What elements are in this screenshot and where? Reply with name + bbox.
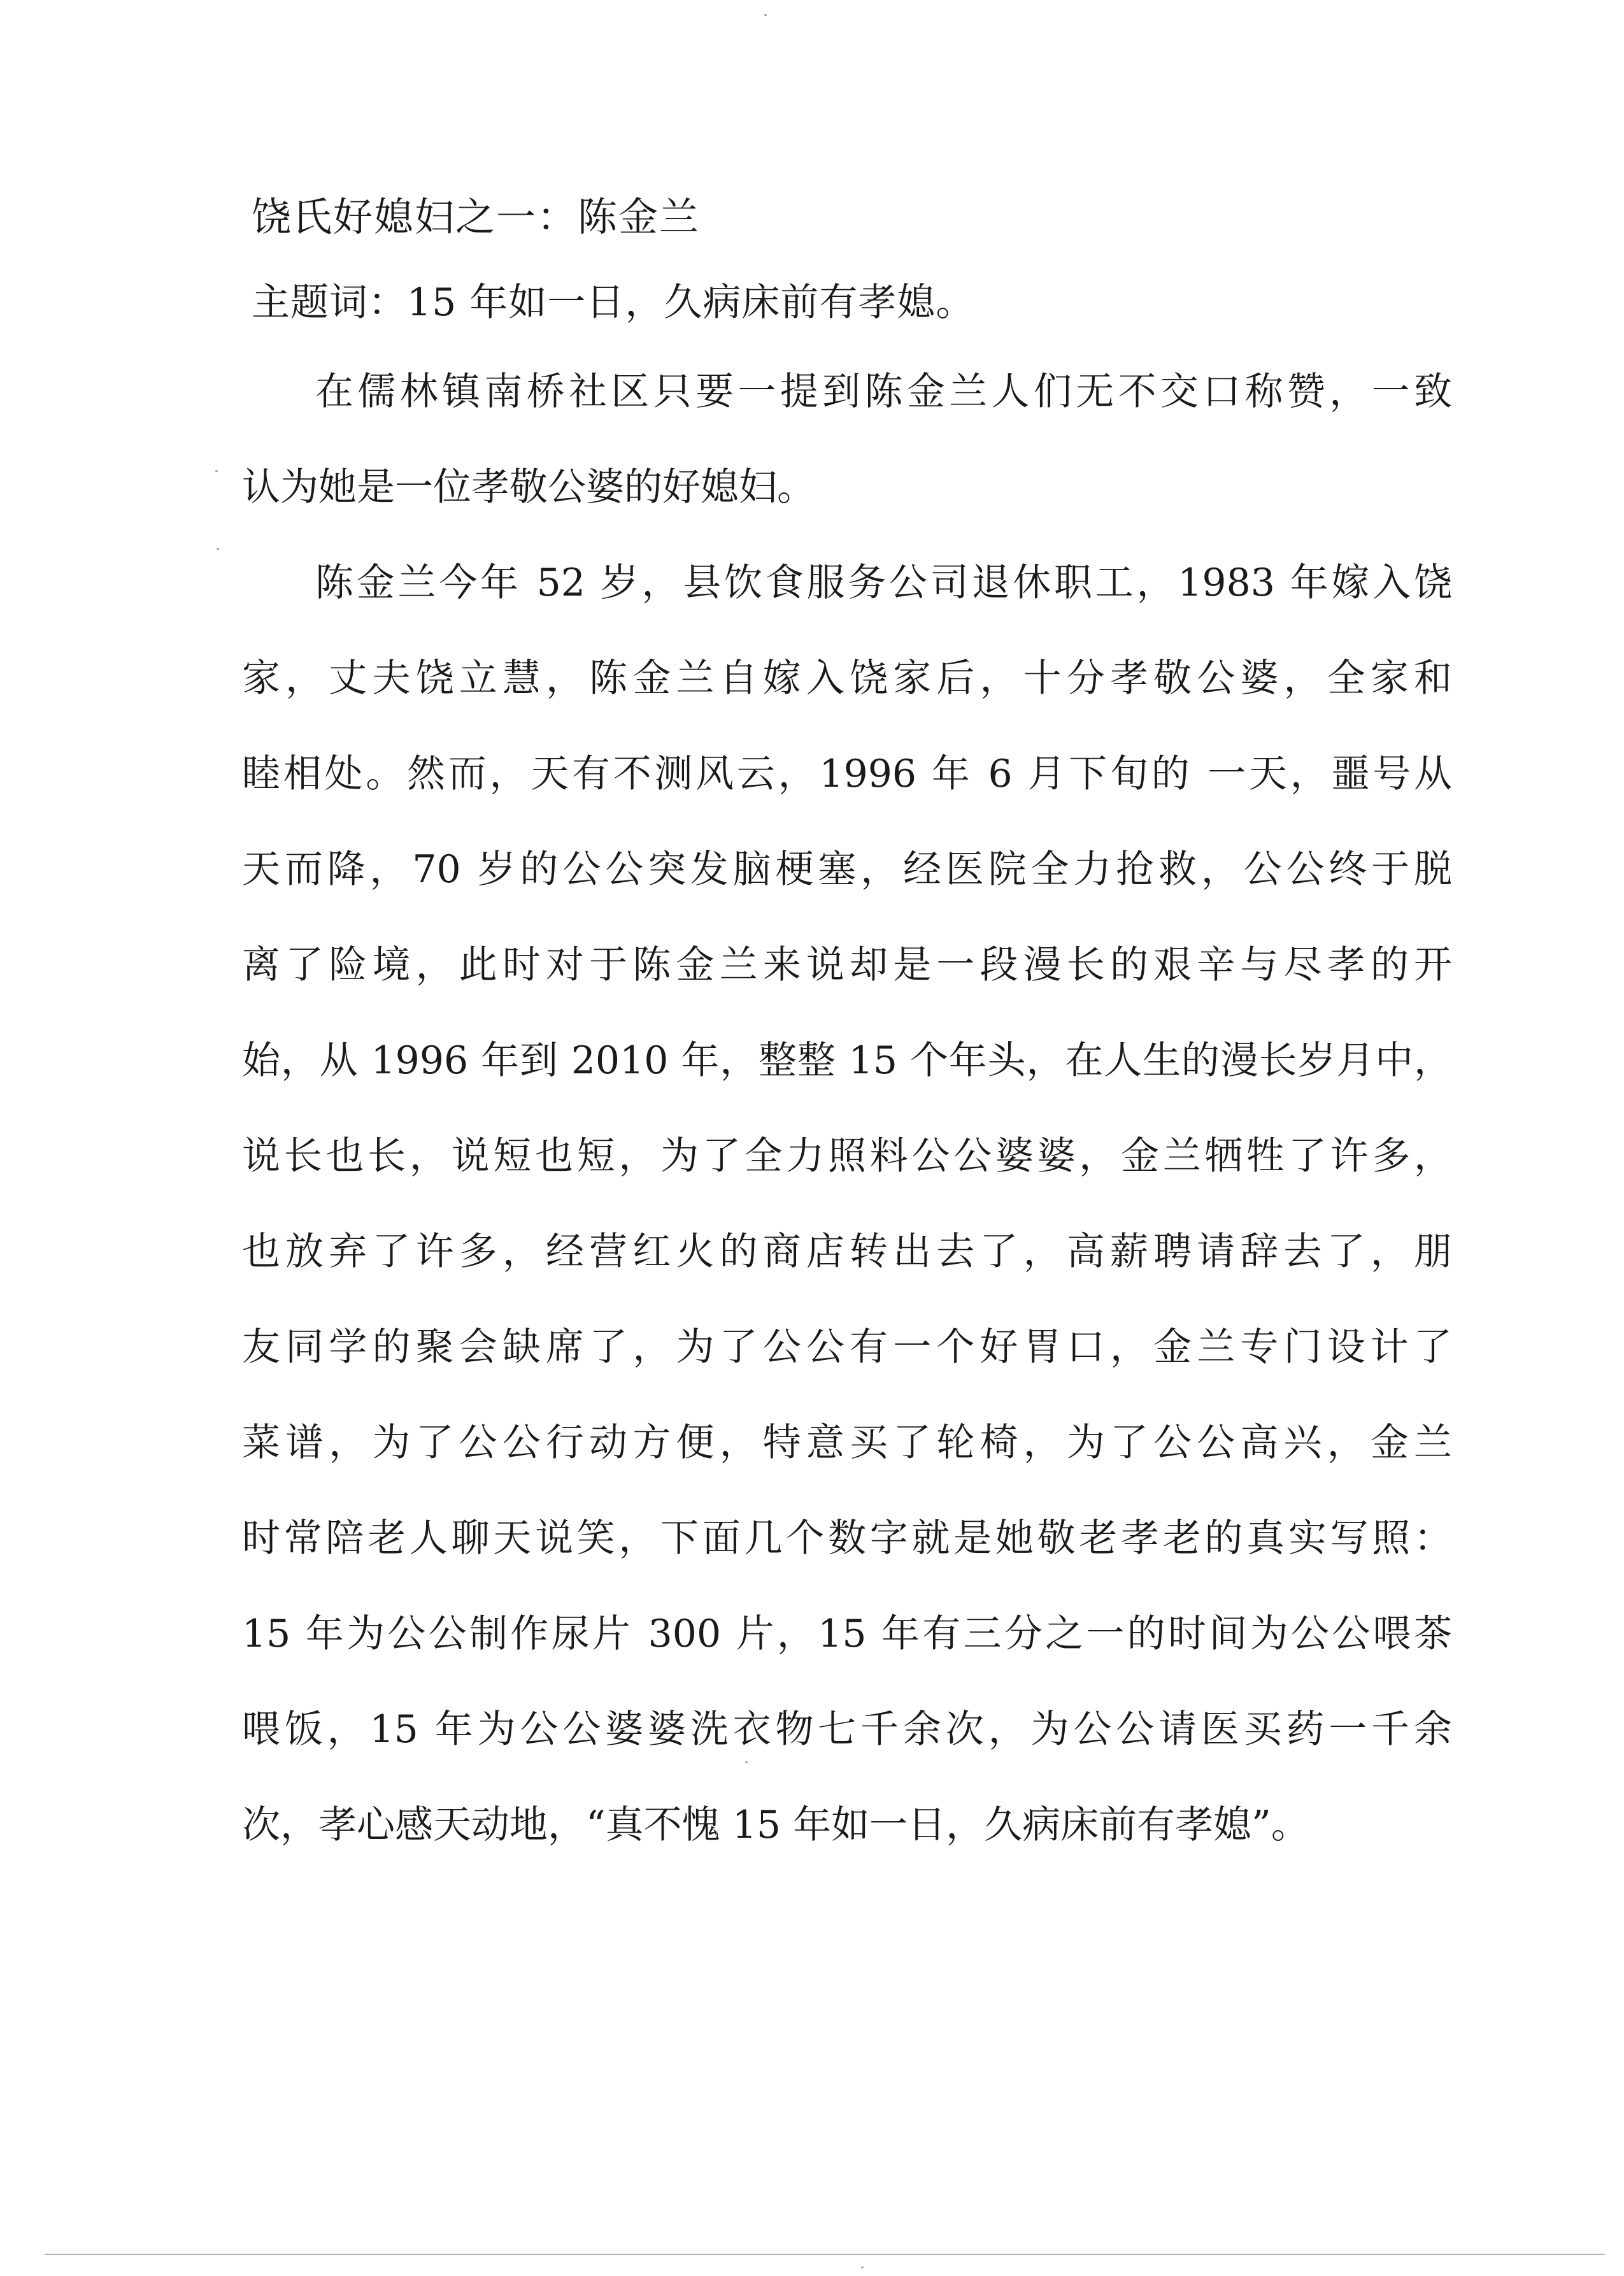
document-body (242, 363, 1452, 1892)
paragraph-2-line-13: 喂饭，15 年为公公婆婆洗衣物七千余次，为公公请医买药一千余 (242, 1707, 1452, 1752)
scan-speck (215, 470, 218, 472)
paragraph-2-line-8: 也放弃了许多，经营红火的商店转出去了，高薪聘请辞去了，朋 (242, 1229, 1452, 1274)
paragraph-2-line-4: 天而降，70 岁的公公突发脑梗塞，经医院全力抢救，公公终于脱 (242, 847, 1452, 892)
scan-bottom-edge-line (45, 2254, 1605, 2255)
paragraph-2-line-7: 说长也长，说短也短，为了全力照料公公婆婆，金兰牺牲了许多， (242, 1134, 1452, 1178)
scan-speck (217, 548, 219, 550)
scan-speck (764, 14, 767, 16)
paragraph-2-line-12: 15 年为公公制作尿片 300 片，15 年有三分之一的时间为公公喂茶 (242, 1612, 1452, 1656)
paragraph-2-line-3: 睦相处。然而，天有不测风云，1996 年 6 月下旬的 一天，噩号从 (242, 752, 1452, 796)
document-title: 饶氏好媳妇之一：陈金兰 (252, 194, 701, 240)
paragraph-2-line-6: 始，从 1996 年到 2010 年，整整 15 个年头，在人生的漫长岁月中， (242, 1038, 1452, 1083)
paragraph-2-line-10: 菜谱，为了公公行动方便，特意买了轮椅，为了公公高兴，金兰 (242, 1421, 1452, 1465)
paragraph-2-line-5: 离了险境，此时对于陈金兰来说却是一段漫长的艰辛与尽孝的开 (242, 943, 1452, 987)
paragraph-1-line-1: 在儒林镇南桥社区只要一提到陈金兰人们无不交口称赞，一致 (315, 369, 1452, 414)
paragraph-2-line-9: 友同学的聚会缺席了，为了公公有一个好胃口，金兰专门设计了 (242, 1325, 1452, 1370)
paragraph-2-line-14: 次，孝心感天动地，“真不愧 15 年如一日，久病床前有孝媳”。 (242, 1803, 1309, 1847)
paragraph-2-line-2: 家，丈夫饶立慧，陈金兰自嫁入饶家后，十分孝敬公婆，全家和 (242, 656, 1452, 701)
document-subtitle: 主题词：15 年如一日，久病床前有孝媳。 (252, 280, 975, 325)
paragraph-2-line-1: 陈金兰今年 52 岁，县饮食服务公司退休职工，1983 年嫁入饶 (315, 561, 1452, 605)
scan-speck (745, 1761, 748, 1763)
paragraph-1-line-2: 认为她是一位孝敬公婆的好媳妇。 (242, 465, 815, 510)
paragraph-2-line-11: 时常陪老人聊天说笑，下面几个数字就是她敬老孝老的真实写照： (242, 1516, 1452, 1561)
scan-speck (861, 2266, 864, 2268)
